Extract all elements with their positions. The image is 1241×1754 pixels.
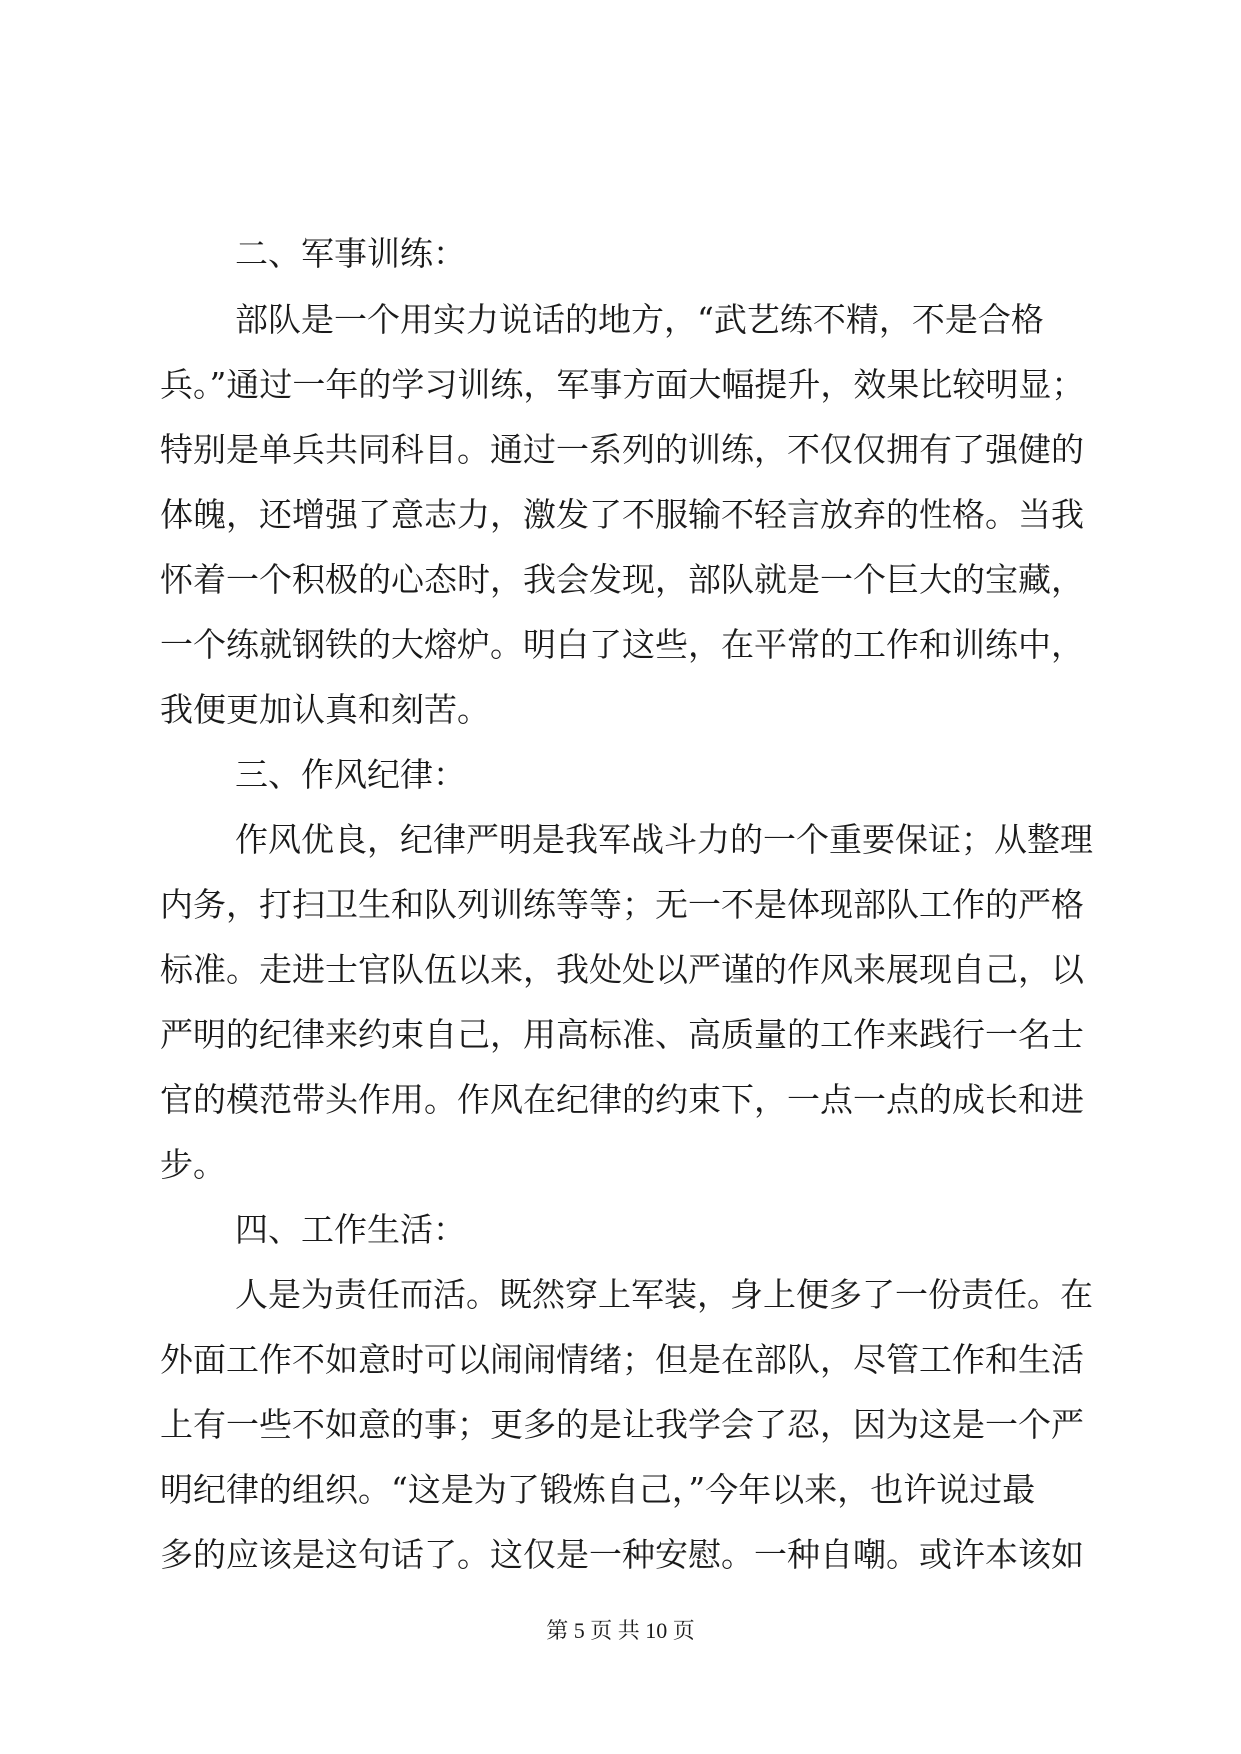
paragraph-line (0, 1535, 1241, 1575)
text-line: 怀着一个积极的心态时，我会发现，部队就是一个巨大的宝藏， (160, 560, 1084, 599)
text-line: 严明的纪律来约束自己，用高标准、高质量的工作来践行一名士 (160, 1015, 1084, 1054)
paragraph-line (0, 1470, 1241, 1510)
text-line: 二、军事训练： (235, 234, 466, 273)
text-line: 标准。走进士官队伍以来，我处处以严谨的作风来展现自己，以 (160, 950, 1084, 989)
paragraph-line (0, 1145, 1241, 1185)
text-line: 三、作风纪律： (235, 755, 466, 794)
text-line: 四、工作生活： (235, 1210, 466, 1249)
text-line: 体魄，还增强了意志力，激发了不服输不轻言放弃的性格。当我 (160, 495, 1084, 534)
text-line: 人是为责任而活。既然穿上军装，身上便多了一份责任。在 (235, 1275, 1093, 1314)
text-line: 官的模范带头作用。作风在纪律的约束下，一点一点的成长和进 (160, 1080, 1084, 1119)
text-line: 兵。”通过一年的学习训练，军事方面大幅提升，效果比较明显； (160, 365, 1085, 404)
text-line: 一个练就钢铁的大熔炉。明白了这些，在平常的工作和训练中， (160, 625, 1084, 664)
page-number-footer: 第 5 页 共 10 页 (546, 1618, 695, 1643)
text-line: 多的应该是这句话了。这仅是一种安慰。一种自嘲。或许本该如 (160, 1535, 1084, 1574)
text-line: 内务，打扫卫生和队列训练等等；无一不是体现部队工作的严格 (160, 885, 1084, 924)
paragraph-line (0, 495, 1241, 535)
text-line: 外面工作不如意时可以闹闹情绪；但是在部队，尽管工作和生活 (160, 1340, 1084, 1379)
text-line: 作风优良，纪律严明是我军战斗力的一个重要保证；从整理 (235, 820, 1093, 859)
paragraph-line (0, 1015, 1241, 1055)
section-heading-military-training (0, 234, 1241, 274)
text-line: 特别是单兵共同科目。通过一系列的训练，不仅仅拥有了强健的 (160, 430, 1084, 469)
text-line: 我便更加认真和刻苦。 (160, 690, 490, 729)
paragraph-line (0, 1080, 1241, 1120)
text-line: 上有一些不如意的事；更多的是让我学会了忍，因为这是一个严 (160, 1405, 1084, 1444)
paragraph-line (0, 1340, 1241, 1380)
paragraph-line (0, 300, 1241, 340)
text-line: 部队是一个用实力说话的地方，“武艺练不精，不是合格 (235, 300, 1044, 339)
paragraph-line (0, 365, 1241, 405)
paragraph-line (0, 690, 1241, 730)
text-line: 明纪律的组织。“这是为了锻炼自己，”今年以来，也许说过最 (160, 1470, 1036, 1509)
section-heading-work-life (0, 1210, 1241, 1250)
paragraph-line (0, 820, 1241, 860)
paragraph-line (0, 885, 1241, 925)
paragraph-line (0, 1405, 1241, 1445)
text-line: 步。 (160, 1145, 226, 1184)
paragraph-line (0, 950, 1241, 990)
section-heading-discipline (0, 755, 1241, 795)
paragraph-line (0, 430, 1241, 470)
paragraph-line (0, 1275, 1241, 1315)
paragraph-line (0, 560, 1241, 600)
paragraph-line (0, 625, 1241, 665)
